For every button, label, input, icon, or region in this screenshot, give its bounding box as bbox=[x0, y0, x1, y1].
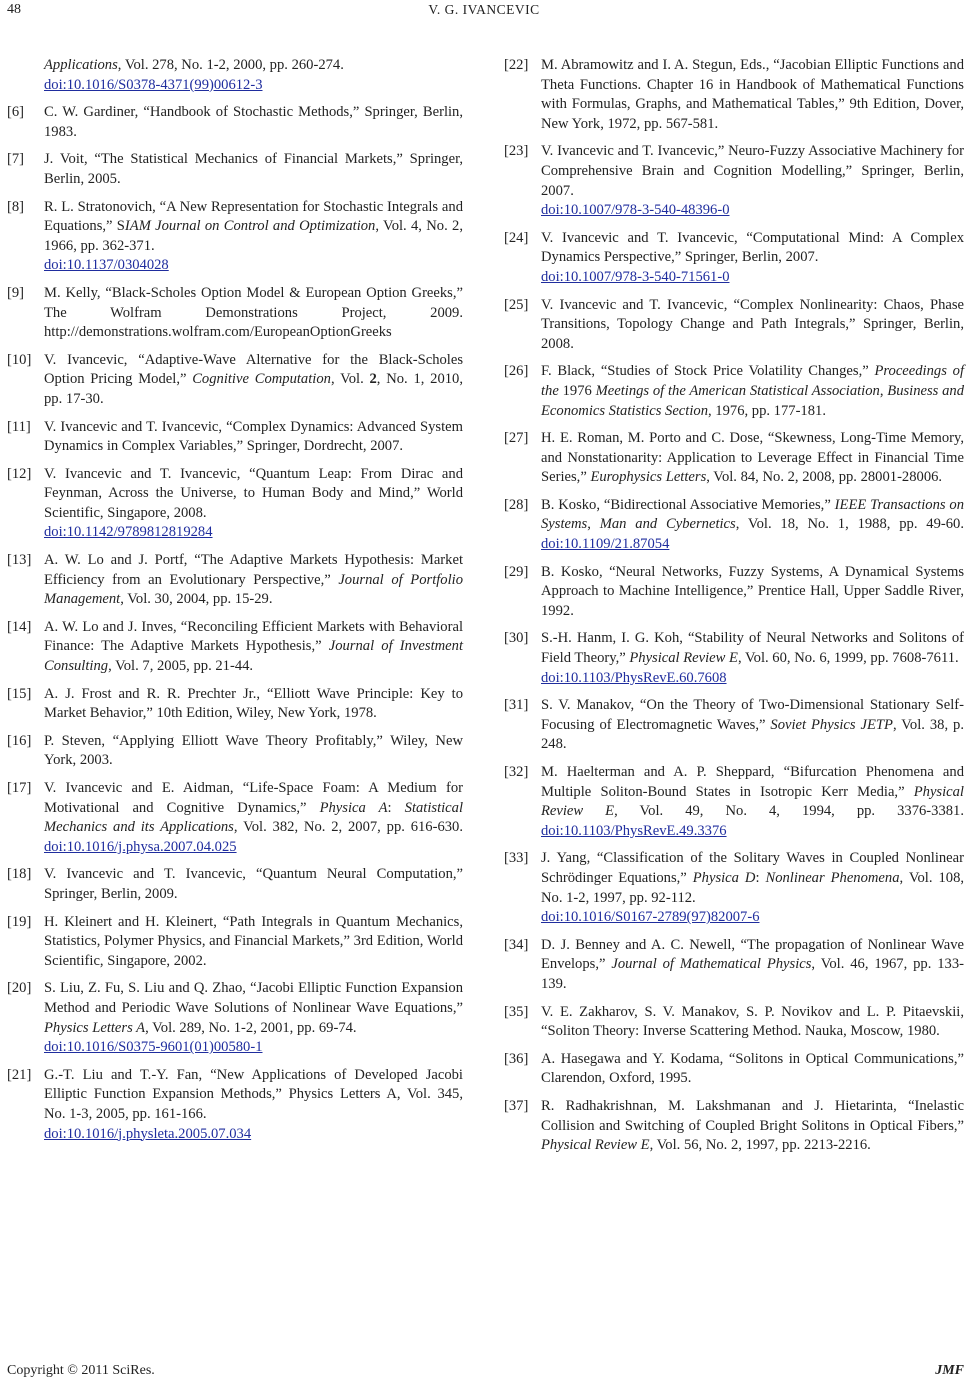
reference-citation: S. Liu, Z. Fu, S. Liu and Q. Zhao, “Jacobi Elliptic Function Expansion Method and Periodic Wave Solutions of Nonlinear Wave Equations,” Physics Letters A, Vol. 289, No. 1-2, 2001, pp. 69-74. bbox=[44, 980, 463, 1036]
reference-number: [30] bbox=[504, 630, 529, 647]
reference-number: [10] bbox=[7, 351, 32, 368]
reference-text bbox=[541, 429, 964, 488]
reference-citation: D. J. Benney and A. C. Newell, “The propagation of Nonlinear Wave Envelops,” Journal of Mathematical Physics, Vol. 46, 1967, pp. 133-139. bbox=[541, 936, 965, 992]
reference-text bbox=[44, 865, 463, 904]
reference-text bbox=[44, 685, 463, 724]
reference-number: [28] bbox=[504, 496, 529, 513]
reference-citation: C. W. Gardiner, “Handbook of Stochastic Methods,” Springer, Berlin, 1983. bbox=[44, 104, 463, 140]
reference-entry bbox=[504, 1003, 964, 1042]
reference-citation: P. Steven, “Applying Elliott Wave Theory Profitably,” Wiley, New York, 2003. bbox=[44, 732, 463, 769]
reference-text bbox=[541, 229, 964, 288]
reference-citation: F. Black, “Studies of Stock Price Volatility Changes,” Proceedings of the 1976 Meetings of the American Statistical Association, Business and Economics Statistics Section, 1976, pp. 177-181. bbox=[541, 363, 965, 419]
reference-number: [11] bbox=[7, 418, 31, 435]
reference-citation: A. J. Frost and R. R. Prechter Jr., “Elliott Wave Principle: Key to Market Behavior,” 10th Edition, Wiley, New York, 1978. bbox=[44, 685, 463, 722]
doi-link[interactable]: doi:10.1016/S0378-4371(99)00612-3 bbox=[44, 76, 263, 93]
reference-number: [17] bbox=[7, 780, 32, 796]
reference-citation: V. Ivancevic and T. Ivancevic, “Quantum Leap: From Dirac and Feynman, Across the Universe, to Human Body and Mind,” World Scientific, Singapore, 2008. bbox=[44, 465, 463, 521]
reference-number: [26] bbox=[504, 363, 529, 380]
reference-number: [34] bbox=[504, 936, 529, 953]
copyright-notice: Copyright © 2011 SciRes. bbox=[7, 1363, 155, 1378]
reference-text bbox=[44, 351, 463, 410]
reference-text bbox=[541, 1050, 964, 1089]
reference-text bbox=[541, 763, 964, 841]
reference-entry bbox=[7, 865, 463, 904]
reference-number: [25] bbox=[504, 296, 529, 313]
running-head: V. G. IVANCEVIC bbox=[428, 2, 540, 17]
reference-number: [23] bbox=[504, 143, 529, 160]
reference-entry bbox=[504, 1097, 964, 1156]
reference-entry bbox=[504, 563, 964, 622]
reference-entry bbox=[7, 979, 463, 1057]
reference-text bbox=[44, 103, 463, 142]
journal-abbreviation: JMF bbox=[935, 1363, 964, 1378]
reference-number: [29] bbox=[504, 563, 529, 580]
reference-entry bbox=[504, 429, 964, 488]
reference-number: [13] bbox=[7, 552, 32, 569]
reference-number: [22] bbox=[504, 57, 529, 73]
reference-number: [33] bbox=[504, 850, 529, 867]
reference-number: [14] bbox=[7, 618, 32, 635]
reference-entry bbox=[7, 465, 463, 543]
page-number: 48 bbox=[7, 2, 21, 17]
reference-citation: G.-T. Liu and T.-Y. Fan, “New Applications of Developed Jacobi Elliptic Function Expansion Methods,” Physics Letters A, Vol. 345, No. 1-3, 2005, pp. 161-166. bbox=[44, 1066, 463, 1122]
reference-entry bbox=[7, 618, 463, 677]
reference-citation: R. Radhakrishnan, M. Lakshmanan and J. Hietarinta, “Inelastic Collision and Switching of Coupled Bright Solitons in Optical Fibers,” Physical Review E, Vol. 56, No. 2, 1997, pp. 2213-2216. bbox=[541, 1097, 964, 1154]
reference-entry bbox=[7, 103, 463, 142]
references-right-column bbox=[504, 56, 964, 1164]
reference-number: [32] bbox=[504, 764, 529, 780]
reference-text bbox=[44, 1066, 463, 1144]
doi-link[interactable]: doi:10.1016/S0375-9601(01)00580-1 bbox=[44, 1039, 263, 1056]
doi-link[interactable]: doi:10.1109/21.87054 bbox=[541, 536, 670, 553]
reference-citation: A. W. Lo and J. Inves, “Reconciling Efficient Markets with Behavioral Finance: The Adaptive Markets Hypothesis,” Journal of Investment Consulting, Vol. 7, 2005, pp. 21-44. bbox=[44, 618, 463, 675]
reference-citation: J. Yang, “Classification of the Solitary Waves in Coupled Nonlinear Schrödinger Equations,” Physica D: Nonlinear Phenomena, Vol. 108, No. 1-2, 1997, pp. 92-112. bbox=[541, 850, 965, 906]
reference-entry bbox=[504, 936, 964, 995]
doi-link[interactable]: doi:10.1016/S0167-2789(97)82007-6 bbox=[541, 909, 760, 926]
reference-number: [9] bbox=[7, 284, 25, 301]
reference-entry bbox=[504, 763, 964, 841]
reference-number: [6] bbox=[7, 104, 25, 121]
reference-citation: S.-H. Hanm, I. G. Koh, “Stability of Neural Networks and Solitons of Field Theory,” Physical Review E, Vol. 60, No. 6, 1999, pp. 7608-7611. bbox=[541, 630, 964, 667]
reference-citation: V. Ivancevic and T. Ivancevic, “Complex Dynamics: Advanced System Dynamics in Complex Variables,” Springer, Dordrecht, 2007. bbox=[44, 418, 463, 455]
reference-entry bbox=[504, 696, 964, 755]
reference-entry bbox=[504, 1050, 964, 1089]
reference-entry bbox=[7, 732, 463, 771]
reference-entry bbox=[7, 56, 463, 95]
reference-citation: A. W. Lo and J. Portf, “The Adaptive Markets Hypothesis: Market Efficiency from an Evolutionary Perspective,” Journal of Portfolio Management, Vol. 30, 2004, pp. 15-29. bbox=[44, 552, 464, 608]
reference-citation: Applications, Vol. 278, No. 1-2, 2000, pp. 260-274. bbox=[44, 57, 344, 73]
reference-entry bbox=[7, 198, 463, 276]
reference-citation: M. Abramowitz and I. A. Stegun, Eds., “Jacobian Elliptic Functions and Theta Functions. Chapter 16 in Handbook of Mathematical Functions with Formulas, Graphs, and Mathematical Tables,” 9th Edition, Dover, New York, 1972, pp. 567-581. bbox=[541, 57, 964, 132]
reference-text bbox=[541, 936, 964, 995]
reference-entry bbox=[504, 496, 964, 555]
reference-citation: V. Ivancevic and T. Ivancevic, “Complex Nonlinearity: Chaos, Phase Transitions, Topology Change and Path Integrals,” Springer, Berlin, 2008. bbox=[541, 296, 964, 352]
reference-text bbox=[44, 979, 463, 1057]
reference-entry bbox=[504, 56, 964, 134]
reference-citation: B. Kosko, “Bidirectional Associative Memories,” IEEE Transactions on Systems, Man and Cybernetics, Vol. 18, No. 1, 1988, pp. 49-60. bbox=[541, 496, 965, 533]
reference-text bbox=[541, 362, 964, 421]
references-left-column bbox=[7, 56, 463, 1152]
reference-number: [36] bbox=[504, 1050, 529, 1067]
reference-text bbox=[541, 629, 964, 688]
reference-text bbox=[541, 696, 964, 755]
reference-citation: M. Kelly, “Black-Scholes Option Model & European Option Greeks,” The Wolfram Demonstrations Project, 2009. http://demonstrations.wolfram.com/EuropeanOptionGreeks bbox=[44, 284, 463, 341]
reference-citation: V. Ivancevic and T. Ivancevic, “Quantum Neural Computation,” Springer, Berlin, 2009. bbox=[44, 866, 463, 902]
reference-text bbox=[44, 150, 463, 189]
reference-entry bbox=[7, 913, 463, 972]
reference-text bbox=[44, 618, 463, 677]
reference-citation: R. L. Stratonovich, “A New Representation for Stochastic Integrals and Equations,” SIAM Journal on Control and Optimization, Vol. 4, No. 2, 1966, pp. 362-371. bbox=[44, 198, 463, 254]
reference-number: [15] bbox=[7, 685, 32, 702]
reference-text bbox=[541, 849, 964, 927]
doi-link[interactable]: doi:10.1142/9789812819284 bbox=[44, 524, 213, 541]
reference-entry bbox=[504, 849, 964, 927]
reference-number: [20] bbox=[7, 980, 32, 997]
reference-entry bbox=[7, 779, 463, 857]
reference-citation: H. E. Roman, M. Porto and C. Dose, “Skewness, Long-Time Memory, and Nonstationarity: Application to Leverage Effect in Financial Time Series,” Europhysics Letters, Vol. 84, No. 2, 2008, pp. 28001-28006. bbox=[541, 430, 964, 486]
doi-link[interactable]: doi:10.1016/j.physa.2007.04.025 bbox=[44, 838, 237, 855]
reference-text bbox=[541, 1097, 964, 1156]
reference-entry bbox=[7, 351, 463, 410]
reference-citation: S. V. Manakov, “On the Theory of Two-Dimensional Stationary Self-Focusing of Electromagnetic Waves,” Soviet Physics JETP, Vol. 38, p. 248. bbox=[541, 697, 964, 753]
reference-entry bbox=[504, 629, 964, 688]
reference-text bbox=[541, 563, 964, 622]
doi-link[interactable]: doi:10.1007/978-3-540-48396-0 bbox=[541, 202, 730, 219]
reference-entry bbox=[504, 229, 964, 288]
reference-text bbox=[44, 913, 463, 972]
reference-citation: M. Haelterman and A. P. Sheppard, “Bifurcation Phenomena and Multiple Soliton-Bound States in Isotropic Kerr Media,” Physical Review E, Vol. 49, No. 4, 1994, pp. 3376-3381. bbox=[541, 764, 965, 820]
reference-text bbox=[541, 296, 964, 355]
reference-text bbox=[44, 465, 463, 543]
reference-number: [35] bbox=[504, 1003, 529, 1020]
reference-text bbox=[541, 1003, 964, 1042]
reference-text bbox=[44, 418, 463, 457]
reference-entry bbox=[504, 362, 964, 421]
doi-link[interactable]: doi:10.1103/PhysRevE.49.3376 bbox=[541, 822, 727, 839]
doi-link[interactable]: doi:10.1007/978-3-540-71561-0 bbox=[541, 268, 730, 285]
reference-text bbox=[44, 732, 463, 771]
reference-number: [19] bbox=[7, 913, 32, 930]
reference-number: [8] bbox=[7, 198, 25, 215]
reference-text bbox=[541, 142, 964, 220]
reference-number: [27] bbox=[504, 430, 529, 447]
reference-text bbox=[541, 496, 964, 555]
reference-citation: V. Ivancevic and E. Aidman, “Life-Space Foam: A Medium for Motivational and Cognitive Dynamics,” Physica A: Statistical Mechanics and its Applications, Vol. 382, No. 2, 2007, pp. 616-630. bbox=[44, 780, 464, 836]
reference-citation: B. Kosko, “Neural Networks, Fuzzy Systems, A Dynamical Systems Approach to Machine Intelligence,” Prentice Hall, Upper Saddle River, 1992. bbox=[541, 563, 964, 619]
reference-number: [37] bbox=[504, 1097, 529, 1114]
reference-number: [18] bbox=[7, 866, 32, 883]
reference-citation: V. Ivancevic, “Adaptive-Wave Alternative for the Black-Scholes Option Pricing Model,” Cognitive Computation, Vol. 2, No. 1, 2010, pp. 17-30. bbox=[44, 351, 463, 407]
reference-text bbox=[44, 779, 463, 857]
reference-number: [12] bbox=[7, 465, 32, 482]
reference-number: [21] bbox=[7, 1066, 32, 1083]
reference-citation: A. Hasegawa and Y. Kodama, “Solitons in Optical Communications,” Clarendon, Oxford, 1995. bbox=[541, 1050, 964, 1087]
reference-number: [16] bbox=[7, 732, 32, 749]
reference-entry bbox=[504, 142, 964, 220]
reference-entry bbox=[7, 685, 463, 724]
reference-text bbox=[541, 56, 964, 134]
reference-entry bbox=[7, 150, 463, 189]
reference-entry bbox=[7, 418, 463, 457]
reference-entry bbox=[7, 551, 463, 610]
reference-citation: V. Ivancevic and T. Ivancevic, “Computational Mind: A Complex Dynamics Perspective,” Springer, Berlin, 2007. bbox=[541, 229, 964, 266]
reference-citation: H. Kleinert and H. Kleinert, “Path Integrals in Quantum Mechanics, Statistics, Polymer Physics, and Financial Markets,” 3rd Edition, World Scientific, Singapore, 2002. bbox=[44, 913, 463, 969]
reference-text bbox=[44, 284, 463, 343]
reference-entry bbox=[504, 296, 964, 355]
reference-text bbox=[44, 198, 463, 276]
doi-link[interactable]: doi:10.1103/PhysRevE.60.7608 bbox=[541, 669, 727, 686]
reference-number: [24] bbox=[504, 229, 529, 246]
reference-number: [7] bbox=[7, 151, 25, 168]
doi-link[interactable]: doi:10.1137/0304028 bbox=[44, 257, 169, 274]
reference-text bbox=[44, 551, 463, 610]
reference-citation: J. Voit, “The Statistical Mechanics of Financial Markets,” Springer, Berlin, 2005. bbox=[44, 151, 463, 187]
reference-number: [31] bbox=[504, 697, 529, 714]
reference-citation: V. E. Zakharov, S. V. Manakov, S. P. Novikov and L. P. Pitaevskii, “Soliton Theory: Inverse Scattering Method. Nauka, Moscow, 1980. bbox=[541, 1003, 964, 1040]
doi-link[interactable]: doi:10.1016/j.physleta.2005.07.034 bbox=[44, 1125, 252, 1142]
reference-text bbox=[7, 56, 463, 95]
reference-citation: V. Ivancevic and T. Ivancevic,” Neuro-Fuzzy Associative Machinery for Comprehensive Brain and Cognition Modelling,” Springer, Berlin, 2007. bbox=[541, 143, 964, 199]
reference-entry bbox=[7, 284, 463, 343]
reference-entry bbox=[7, 1066, 463, 1144]
